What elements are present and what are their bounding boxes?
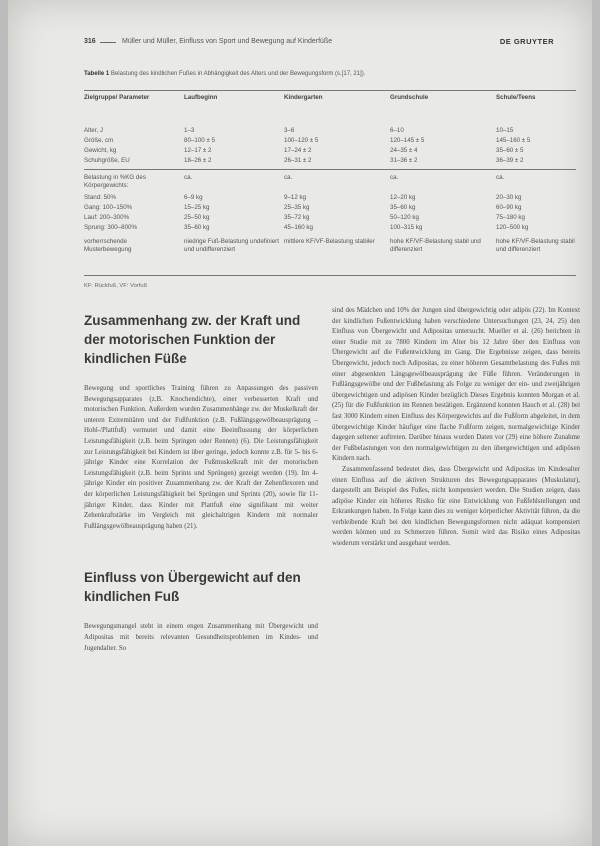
- body-paragraph: sind des Mädchen und 10% der Jungen sind übergewichtig oder adipös (22). Im Kontext der kindlichen Fußentwicklung haben verschiedene Untersuchungen (23, 24, 25) den Einfluss von Übergewicht und Adipositas untersucht. Mueller et al. (26) berichten in einer Studie mit zu 7800 Kindern im Alter bis 12 Jahre über den Einfluss von Übergewicht auf die Fußentwicklung im Gang. Die Ergebnisse zeigen, dass bereits Übergewicht, jedoch noch Adipositas, zu einer höheren Gesamtbelastung des Fußes mit einer abgesenkten Längsgewölbeausprägung der Füße führen. Veränderungen in Fußlängsgewölbe und der Fußbelastung als Folge zu weniger der ein- und zweijährigen übergewichtigen und adipösen Kinder bezüglich Dieses Ergebnis konnten Morgan et al. (25) für die Fußfunktion im Rennen bestätigen. Ergänzend konnten Hauch et al. (28) bei fast 3000 Kindern einen Einfluss des Körpergewichts auf die Fußform abgeleitet, in dem übergewichtige Kinder häufiger eine flache Fußform zeigen, normalgewichtige Kinder dagegen seltener auftreten. Darüber hinaus wurden Daten vor (29) eine höhere Zunahme der Fußbelastungen von den normalgewichtigen zu den übergewichtigen und adipösen Kindern nach.: [332, 307, 580, 463]
- table-cell: 145–160 ± 5: [496, 137, 531, 144]
- table-cell: 17–24 ± 2: [284, 147, 312, 154]
- table-cell: 35–72 kg: [284, 214, 310, 221]
- table-cell: 100–315 kg: [390, 224, 423, 231]
- table-cell: 36–39 ± 2: [496, 157, 524, 164]
- table-cell: hohe KF/VF-Belastung stabil und differenziert: [390, 238, 481, 253]
- table-cell: 45–160 kg: [284, 224, 313, 231]
- table-cell: 6–10: [390, 127, 404, 134]
- table-caption-label: Tabelle 1: [84, 71, 110, 77]
- table-cell: 35–60 kg: [390, 204, 416, 211]
- table-cell: ca.: [284, 174, 293, 181]
- table-cell: mittlere KF/VF-Belastung stabiler: [284, 238, 375, 245]
- table-cell: 25–35 kg: [284, 204, 310, 211]
- table-cell: hohe KF/VF-Belastung stabil und differenziert: [496, 238, 575, 253]
- right-column: [332, 306, 580, 550]
- body-paragraph: Bewegung und sportliches Training führen zu Anpassungen des passiven Bewegungsapparates (z.B. Knochendichte), einer verbesserten Kraft und motorischen Funktion. Außerdem wurden Zusammenhänge zw. der Muskelkraft der unteren Extremitäten und der Fußfunktion (z.B. Fußlängsgewölbeausprägung – Hohl-/Plattfuß) vermutet und damit eine Beeinflussung der körperlichen Leistungsfähigkeit (z.B. beim Springen oder Rennen) (6). Die Leistungsfähigkeit zur Leistungsfähigkeit bei Kindern ist über geringe, jedoch konnte z.B. für 5- bis 6-jährige Kinder eine Korrelation der Fußmuskelkraft mit der motorischen Leistungsfähigkeit (z.B. beim Sprints und Sprüngen) gezeigt werden (19). Im 4-jährige Kinder ein positiver Zusammenhang zw. der Kraft der Zehenflexoren und der körperlichen Leistungsfähigkeit bei Sprüngen und Sprints (20), sowie für 11-jähriger Kinder, dass Kinder mit Plattfuß eine signifikant mit weiter Zehenkraftstärke im Vergleich mit gleichaltrigen Kindern mit normaler Fußlängsgewölbeausprägung haben (21).: [84, 385, 318, 530]
- section-heading: Zusammenhang zw. der Kraft und der motorischen Funktion der kindlichen Füße: [84, 313, 301, 366]
- document-page: [8, 0, 592, 846]
- table-cell: 9–12 kg: [284, 194, 307, 201]
- table-cell: 24–35 ± 4: [390, 147, 418, 154]
- table-cell: Schuhgröße, EU: [84, 157, 130, 164]
- body-paragraph: Zusammenfassend bedeutet dies, dass Übergewicht und Adipositas im Kindesalter einen Einfluss auf die aktiven Strukturen des Bewegungsapparates (Muskulatur), dargestellt am Beispiel des Fußes, nicht kompensiert werden. Die Studien zeigen, dass adipöse Kinder ein höheres Risiko für eine Entwicklung von Fußfehlstellungen und Erkrankungen haben. In Folge kann dies zu weniger körperlicher Aktivität führen, da die verbleibende Kraft bei den kindlichen Bewegungsformen nicht adäquat kompensiert werden können und zu Schmerzen führen. Somit wird das Risiko eines Adipositas wiederum verstärkt und ausgebaut werden.: [332, 465, 580, 548]
- table-separator: [84, 169, 576, 170]
- table-cell: 10–15: [496, 127, 514, 134]
- table-cell: ca.: [390, 174, 399, 181]
- table-cell: 100–120 ± 5: [284, 137, 319, 144]
- table-caption: [84, 71, 584, 77]
- table-cell: 12–20 kg: [390, 194, 416, 201]
- section-heading: Einfluss von Übergewicht auf den kindlichen Fuß: [84, 570, 301, 605]
- table-bottom-rule: [84, 275, 576, 276]
- table-cell: Lauf: 200–300%: [84, 214, 130, 221]
- table-cell: 80–100 ± 5: [184, 137, 215, 144]
- table-top-rule: [84, 90, 576, 91]
- table-cell: Stand: 50%: [84, 194, 116, 201]
- table-cell: 26–31 ± 2: [284, 157, 312, 164]
- table-cell: ca.: [496, 174, 505, 181]
- table-header-cell: Schule/Teens: [496, 94, 536, 101]
- table-cell: Belastung in %KG des Körpergewichts:: [84, 174, 146, 189]
- publisher-logo: DE GRUYTER: [499, 37, 554, 46]
- body-paragraph: Bewegungsmangel steht in einem engen Zusammenhang mit Übergewicht und Adipositas mit bereits relevanten Gesundheitsproblemen im Kindes- und Jugendalter. So: [84, 623, 318, 652]
- table-cell: Sprung: 300–800%: [84, 224, 137, 231]
- table-header-cell: Kindergarten: [284, 94, 323, 101]
- left-column: [84, 306, 318, 654]
- running-header: [8, 38, 592, 52]
- table-cell: 120–145 ± 5: [390, 137, 425, 144]
- table-cell: 50–120 kg: [390, 214, 419, 221]
- table-cell: Größe, cm: [84, 137, 114, 144]
- table-cell: 31–36 ± 2: [390, 157, 418, 164]
- table-cell: 12–17 ± 2: [184, 147, 212, 154]
- table-cell: Gewicht, kg: [84, 147, 117, 154]
- table-cell: 25–50 kg: [184, 214, 210, 221]
- table-cell: niedrige Fuß-Belastung undefiniert und undifferenziert: [184, 238, 279, 253]
- table-cell: vorherrschende Musterbewegung: [84, 238, 132, 253]
- table-header-cell: Zielgruppe/ Parameter: [84, 94, 150, 101]
- table-header-cell: Laufbeginn: [184, 94, 218, 101]
- table-footnote: KF: Rückfuß, VF: Vorfuß: [84, 283, 148, 289]
- running-title: Müller und Müller, Einfluss von Sport und Bewegung auf Kinderfüße: [122, 38, 333, 45]
- table-cell: 35–60 ± 5: [496, 147, 524, 154]
- table-cell: 35–60 kg: [184, 224, 210, 231]
- page-number: 316: [84, 38, 96, 45]
- table-cell: ca.: [184, 174, 193, 181]
- table-cell: 6–9 kg: [184, 194, 203, 201]
- table-cell: 120–500 kg: [496, 224, 529, 231]
- table-cell: 1–3: [184, 127, 195, 134]
- table-cell: 60–90 kg: [496, 204, 522, 211]
- table-cell: Alter, J: [84, 127, 103, 134]
- table-cell: 20–30 kg: [496, 194, 522, 201]
- table-cell: 18–26 ± 2: [184, 157, 212, 164]
- table-cell: 75–180 kg: [496, 214, 525, 221]
- header-divider: [100, 42, 116, 43]
- table-caption-text: Belastung des kindlichen Fußes in Abhängigkeit des Alters und der Bewegungsform (s.[17, 21]).: [110, 71, 366, 77]
- table-cell: Gang: 100–150%: [84, 204, 133, 211]
- table-cell: 15–25 kg: [184, 204, 210, 211]
- table-cell: 3–6: [284, 127, 295, 134]
- table-header-cell: Grundschule: [390, 94, 429, 101]
